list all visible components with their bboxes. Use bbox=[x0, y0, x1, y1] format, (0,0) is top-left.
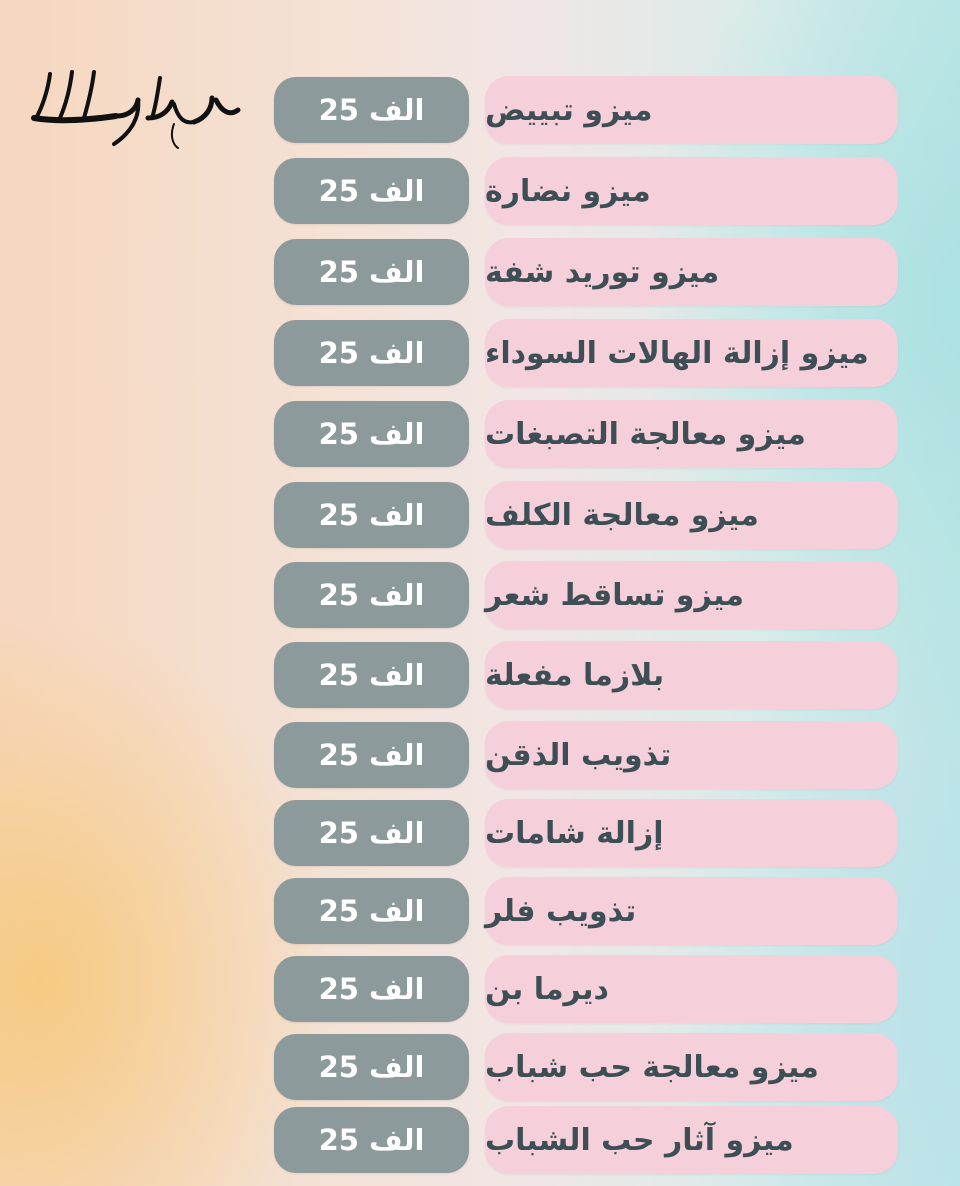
service-name: ديرما بن bbox=[485, 971, 609, 1007]
service-label-pill bbox=[485, 400, 898, 468]
price-badge: 25 الف bbox=[274, 239, 469, 305]
price-badge: 25 الف bbox=[274, 320, 469, 386]
service-name: إزالة شامات bbox=[485, 815, 664, 851]
service-label-pill bbox=[485, 238, 898, 306]
menu-row bbox=[0, 721, 960, 789]
service-name: ميزو آثار حب الشباب bbox=[485, 1122, 794, 1158]
menu-row bbox=[0, 319, 960, 387]
menu-row bbox=[0, 481, 960, 549]
service-name: ميزو تساقط شعر bbox=[485, 577, 744, 613]
menu-row bbox=[0, 238, 960, 306]
price-badge: 25 الف bbox=[274, 562, 469, 628]
menu-row bbox=[0, 1106, 960, 1174]
service-name: ميزو إزالة الهالات السوداء bbox=[485, 335, 869, 371]
service-label-pill bbox=[485, 1033, 898, 1101]
service-name: ميزو معالجة التصبغات bbox=[485, 416, 806, 452]
price-badge: 25 الف bbox=[274, 1107, 469, 1173]
price-badge: 25 الف bbox=[274, 77, 469, 143]
service-name: تذويب الذقن bbox=[485, 737, 672, 773]
menu-row bbox=[0, 1033, 960, 1101]
price-badge: 25 الف bbox=[274, 158, 469, 224]
menu-row bbox=[0, 561, 960, 629]
service-name: ميزو معالجة الكلف bbox=[485, 497, 759, 533]
service-name: ميزو معالجة حب شباب bbox=[485, 1049, 819, 1085]
service-label-pill bbox=[485, 76, 898, 144]
service-label-pill bbox=[485, 561, 898, 629]
service-label-pill bbox=[485, 641, 898, 709]
price-badge: 25 الف bbox=[274, 800, 469, 866]
price-badge: 25 الف bbox=[274, 1034, 469, 1100]
menu-row bbox=[0, 799, 960, 867]
service-label-pill bbox=[485, 877, 898, 945]
menu-row bbox=[0, 955, 960, 1023]
price-badge: 25 الف bbox=[274, 722, 469, 788]
menu-row bbox=[0, 76, 960, 144]
price-badge: 25 الف bbox=[274, 956, 469, 1022]
price-badge: 25 الف bbox=[274, 401, 469, 467]
service-label-pill bbox=[485, 319, 898, 387]
service-label-pill bbox=[485, 481, 898, 549]
service-label-pill bbox=[485, 1106, 898, 1174]
service-name: ميزو تبييض bbox=[485, 92, 653, 128]
service-name: تذويب فلر bbox=[485, 893, 637, 929]
menu-row bbox=[0, 157, 960, 225]
price-badge: 25 الف bbox=[274, 642, 469, 708]
service-name: بلازما مفعلة bbox=[485, 657, 665, 693]
menu-row bbox=[0, 877, 960, 945]
price-badge: 25 الف bbox=[274, 878, 469, 944]
price-badge: 25 الف bbox=[274, 482, 469, 548]
menu-row bbox=[0, 641, 960, 709]
service-label-pill bbox=[485, 955, 898, 1023]
service-label-pill bbox=[485, 799, 898, 867]
service-label-pill bbox=[485, 157, 898, 225]
menu-row bbox=[0, 400, 960, 468]
service-label-pill bbox=[485, 721, 898, 789]
service-name: ميزو توريد شفة bbox=[485, 254, 720, 290]
service-name: ميزو نضارة bbox=[485, 173, 651, 209]
